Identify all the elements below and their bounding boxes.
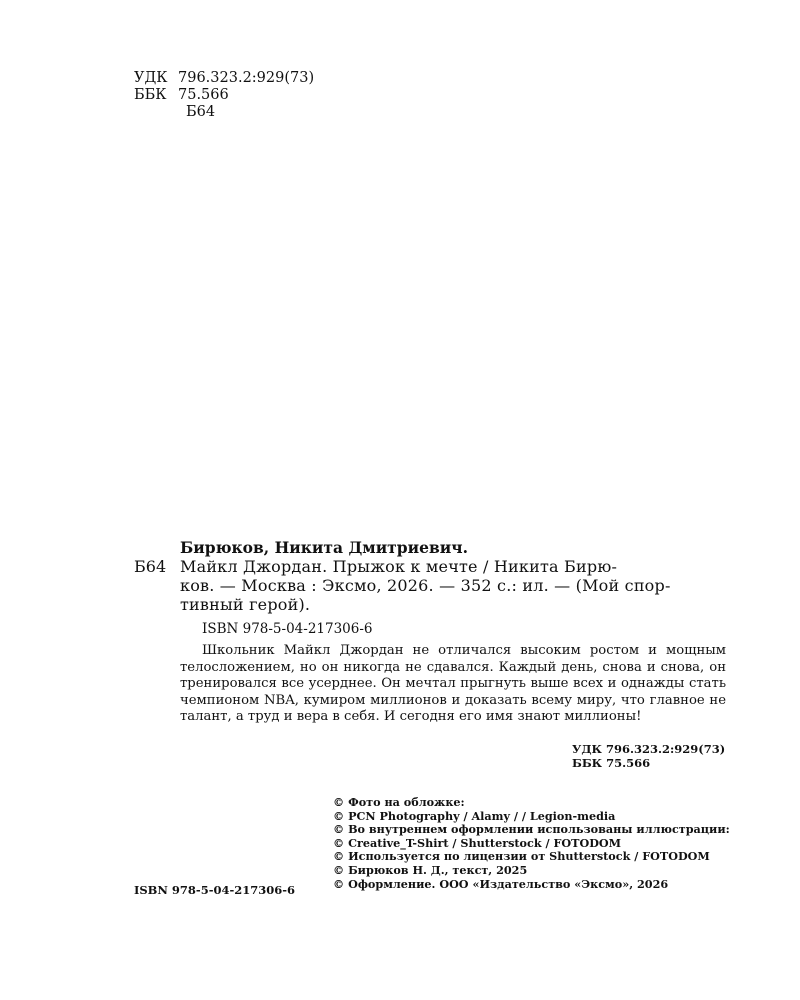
- annotation: Школьник Майкл Джордан не отличался высоким ростом и мощным телосложением, но он никогда не сдавался. Каждый день, снова и снова, он тренировался все усерднее. Он мечтал прыгнуть выше всех и однажды стать чемпионом NBA, кумиром миллионов и доказать всему миру, что главное не талант, а труд и вера в себя. И сегодня его имя знают миллионы!: [180, 643, 726, 725]
- classification-block: [134, 70, 314, 121]
- description-line-3: тивный герой).: [180, 595, 311, 614]
- udk-label: УДК: [134, 70, 168, 86]
- copyright-line: © Используется по лицензии от Shutterstock / FOTODOM: [333, 849, 710, 864]
- bbk-label: ББК: [134, 87, 167, 103]
- copyright-line: © Оформление. ООО «Издательство «Эксмо», 2026: [333, 876, 669, 891]
- bbk-row: [134, 87, 314, 104]
- copyright-line: © PCN Photography / Alamy / / Legion-media: [333, 808, 616, 823]
- catalog-isbn: ISBN 978-5-04-217306-6: [202, 621, 373, 637]
- author-sign: Б64: [186, 104, 216, 120]
- catalog-bbk: ББК 75.566: [572, 756, 651, 770]
- description-line-2: ков. — Москва : Эксмо, 2026. — 352 с.: ил. — (Мой спор-: [180, 576, 671, 595]
- copyright-line: © Бирюков Н. Д., текст, 2025: [333, 862, 528, 877]
- catalog-classification: [572, 742, 725, 770]
- copyright-list: [333, 796, 730, 891]
- bbk-value: 75.566: [178, 87, 229, 103]
- description-line-1: Майкл Джордан. Прыжок к мечте / Никита Бирю-: [180, 557, 618, 576]
- imprint-isbn: ISBN 978-5-04-217306-6: [134, 883, 296, 897]
- udk-value: 796.323.2:929(73): [178, 70, 315, 86]
- author-heading: Бирюков, Никита Дмитриевич.: [180, 538, 468, 557]
- catalog-author-sign: Б64: [134, 557, 167, 576]
- copyright-line: © Фото на обложке:: [333, 795, 465, 809]
- copyright-line: © Во внутреннем оформлении использованы иллюстрации:: [333, 822, 730, 837]
- udk-row: [134, 70, 314, 87]
- catalog-udk: УДК 796.323.2:929(73): [572, 742, 726, 756]
- author-sign-row: [134, 104, 314, 121]
- copyright-line: © Creative_T-Shirt / Shutterstock / FOTODOM: [333, 835, 622, 850]
